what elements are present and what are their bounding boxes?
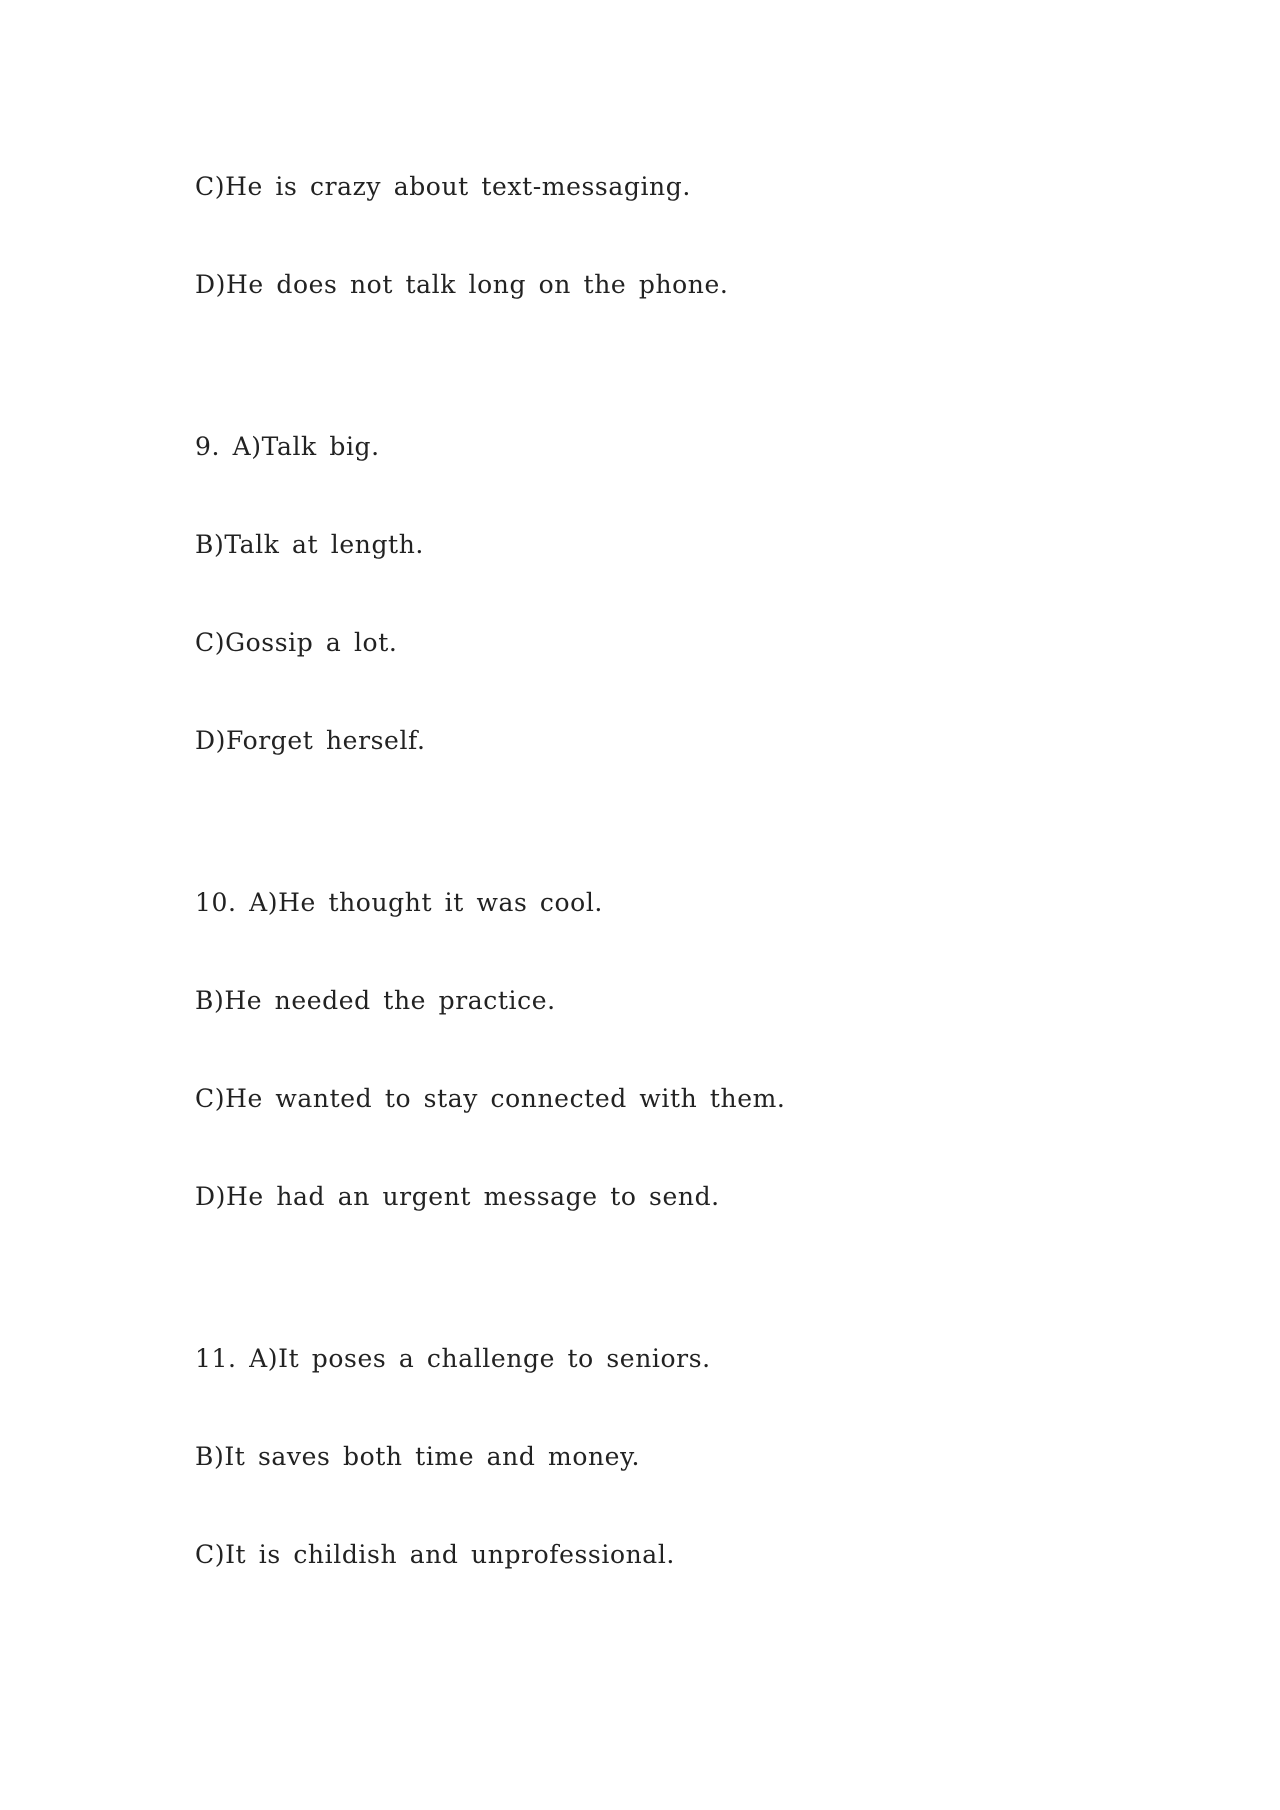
q8-option-c: C)He is crazy about text-messaging. [195,172,691,201]
q9-option-c: C)Gossip a lot. [195,628,398,657]
q11-option-b: B)It saves both time and money. [195,1442,641,1471]
q10-option-c: C)He wanted to stay connected with them. [195,1084,786,1113]
q10-option-b: B)He needed the practice. [195,986,556,1015]
q11-option-c: C)It is childish and unprofessional. [195,1540,675,1569]
q9-option-b: B)Talk at length. [195,530,424,559]
q9-option-d: D)Forget herself. [195,726,426,755]
q9-option-a: 9. A)Talk big. [195,432,380,461]
q8-option-d: D)He does not talk long on the phone. [195,270,729,299]
q11-option-a: 11. A)It poses a challenge to seniors. [195,1344,711,1373]
q10-option-a: 10. A)He thought it was cool. [195,888,603,917]
q10-option-d: D)He had an urgent message to send. [195,1182,720,1211]
